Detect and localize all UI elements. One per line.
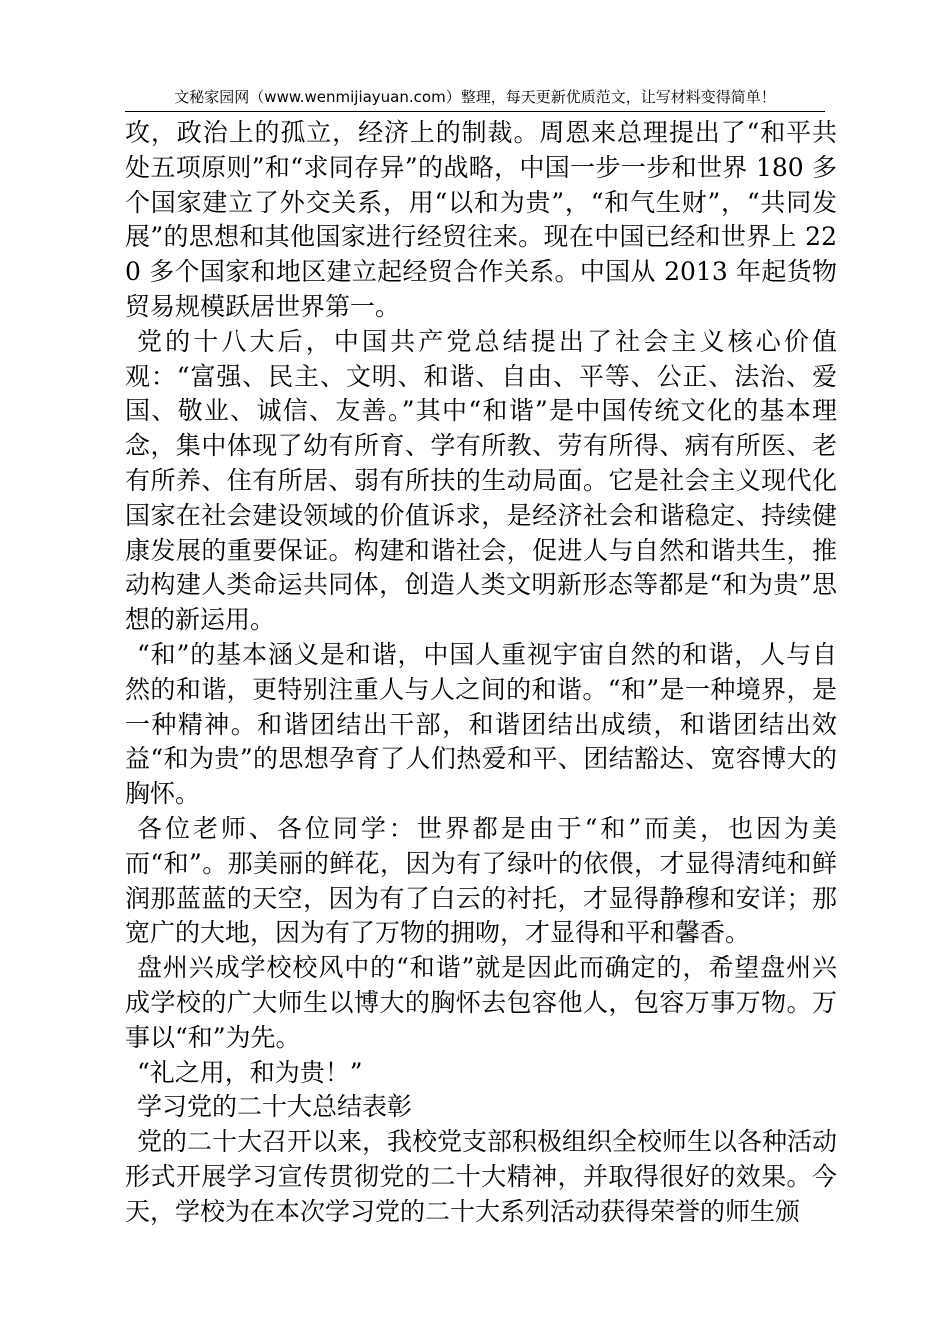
document-body xyxy=(125,116,837,1230)
paragraph-core-values: 党的十八大后，中国共产党总结提出了社会主义核心价值观：“富强、民主、文明、和谐、自由、平等、公正、法治、爱国、敬业、诚信、友善。”其中“和谐”是中国传统文化的基本理念，集中体现了幼有所育、学有所教、劳有所得、病有所医、老有所养、住有所居、弱有所扶的生动局面。它是社会主义现代化国家在社会建设领域的价值诉求，是经济社会和谐稳定、持续健康发展的重要保证。构建和谐社会，促进人与自然和谐共生，推动构建人类命运共同体，创造人类文明新形态等都是“和为贵”思想的新运用。 xyxy=(125,326,837,635)
page-header: 文秘家园网（www.wenmijiayuan.com）整理，每天更新优质范文，让写材料变得简单！ xyxy=(174,88,776,106)
paragraph-harmony-meaning: “和”的基本涵义是和谐，中国人重视宇宙自然的和谐，人与自然的和谐，更特别注重人与人之间的和谐。“和”是一种境界，是一种精神。和谐团结出干部，和谐团结出成绩，和谐团结出效益“和为贵”的思想孕育了人们热爱和平、团结豁达、宽容博大的胸怀。 xyxy=(125,639,837,809)
paragraph-address: 各位老师、各位同学：世界都是由于“和”而美，也因为美而“和”。那美丽的鲜花，因为有了绿叶的依偎，才显得清纯和鲜润那蓝蓝的天空，因为有了白云的衬托，才显得静穆和安详；那宽广的大地，因为有了万物的拥吻，才显得和平和馨香。 xyxy=(125,813,837,948)
paragraph-closing-quote: “礼之用，和为贵！” xyxy=(137,1057,363,1087)
header-divider xyxy=(125,111,825,112)
paragraph-diplomacy: 攻，政治上的孤立，经济上的制裁。周恩来总理提出了“和平共处五项原则”和“求同存异”的战略，中国一步一步和世界 180 多个国家建立了外交关系，用“以和为贵”，“和气生财”，“共同发展”的思想和其他国家进行经贸往来。现在中国已经和世界上 220 多个国家和地区建立起经贸合作关系。中国从 2013 年起货物贸易规模跃居世界第一。 xyxy=(125,118,837,321)
paragraph-school-motto: 盘州兴成学校校风中的“和谐”就是因此而确定的，希望盘州兴成学校的广大师生以博大的胸怀去包容他人，包容万事万物。万事以“和”为先。 xyxy=(125,953,837,1052)
paragraph-commendation: 党的二十大召开以来，我校党支部积极组织全校师生以各种活动形式开展学习宣传贯彻党的二十大精神，并取得很好的效果。今天，学校为在本次学习党的二十大系列活动获得荣誉的师生颁 xyxy=(125,1127,838,1226)
section-title: 学习党的二十大总结表彰 xyxy=(137,1092,413,1122)
